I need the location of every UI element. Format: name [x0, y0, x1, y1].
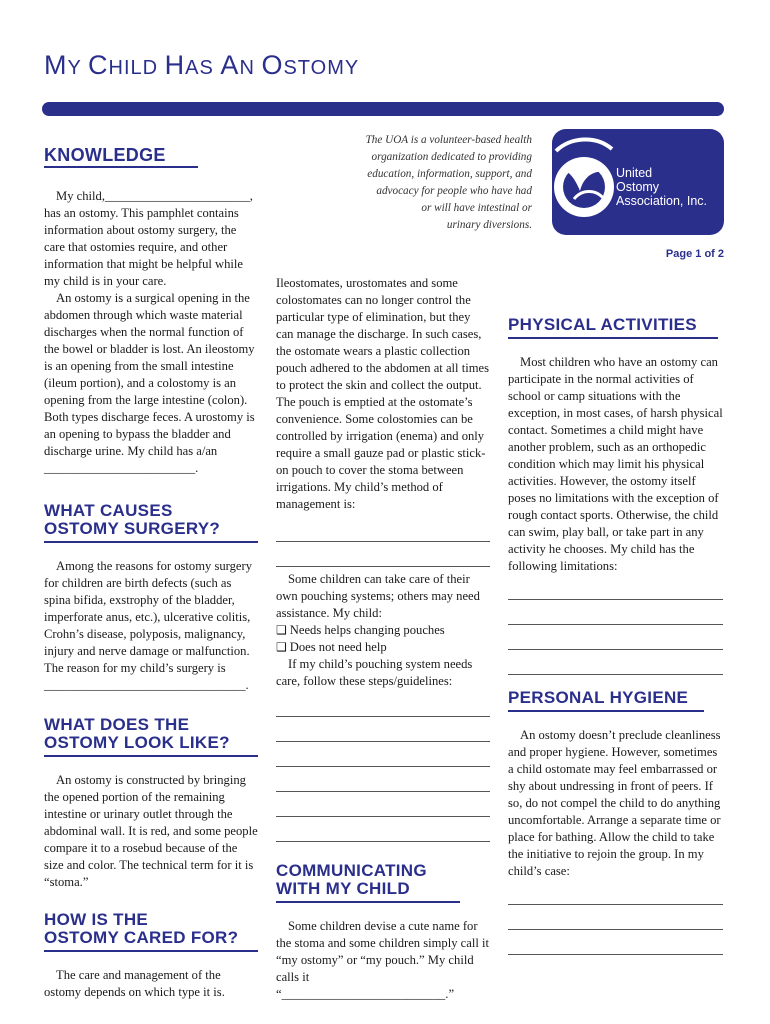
management-text: Ileostomates, urostomates and some colostomates can no longer control the particular type of elimination, but they can manage the discharge. In such cases, the ostomate wears a plastic collection pouch adhered to the abdomen at all times to protect the skin and collect the output. The pouch is emptied at the ostomate’s convenience. Some colostomies can be controlled by irrigation (enema) and only require a small gauze pad or plastic stick-on pouch to cover the stoma between irrigations. My child’s method of management is:: [276, 276, 489, 511]
communicating-text: Some children devise a cute name for the stoma and some children simply call it “my ostomy” or “my pouch.” My child calls it “__________________________.”: [276, 919, 489, 1001]
uoa-tagline: The UOA is a volunteer-based health organization dedicated to providing education, information, support, and advocacy for people who have had or will have intestinal or urinary diversions.: [365, 134, 532, 231]
looks-text: An ostomy is constructed by bringing the opened portion of the remaining intestine or urinary outlet through the abdominal wall. It is red, and some people compare it to a rosebud because of the size and color. The technical term for it is “stoma.”: [44, 773, 258, 889]
physical-text: Most children who have an ostomy can participate in the normal activities of school or camp situations with the exception, in most cases, of harsh physical contact. Sometimes a child might have another problem, such as an orthopedic condition which may limit his physical activities. However, the ostomy itself poses no limitations with the exception of rough contact sports. Otherwise, the child can swim, play ball, or take part in any activity he chooses. My child has the following limitations:: [508, 355, 723, 573]
heading-causes: WHAT CAUSES OSTOMY SURGERY?: [44, 501, 221, 538]
management-blank-lines[interactable]: [276, 517, 490, 567]
hygiene-blank-lines[interactable]: [508, 880, 723, 955]
heading-knowledge: KNOWLEDGE: [44, 145, 166, 165]
limitations-blank-lines[interactable]: [508, 575, 723, 675]
title-rule: [42, 102, 724, 116]
heading-looks: WHAT DOES THE OSTOMY LOOK LIKE?: [44, 715, 230, 752]
heading-underline: [44, 755, 258, 757]
heading-communicating: COMMUNICATING WITH MY CHILD: [276, 861, 427, 898]
heading-underline: [44, 541, 258, 543]
checkbox-needs-help[interactable]: ❑ Needs helps changing pouches: [276, 623, 445, 637]
hygiene-text: An ostomy doesn’t preclude cleanliness and proper hygiene. However, sometimes a child ostomate may feel embarrassed or shy about undressing in front of peers. If so, do not compel the child to do anything uncomfortable. Arrange a separate time or place for bathing. Allow the child to take the initiative to rejoin the group. In my child’s case:: [508, 728, 721, 878]
heading-cared: HOW IS THE OSTOMY CARED FOR?: [44, 910, 239, 947]
heading-physical: PHYSICAL ACTIVITIES: [508, 315, 697, 334]
heading-underline: [44, 166, 198, 168]
assistance-text: Some children can take care of their own pouching systems; others may need assistance. My child: ❑ Needs helps changing pouches ❑ Does not need help If my child’s pouching system needs care, follow these steps/guidelines:: [276, 571, 490, 690]
heading-underline: [44, 950, 258, 952]
checkbox-no-help[interactable]: ❑ Does not need help: [276, 640, 387, 654]
heading-underline: [508, 337, 718, 339]
heading-underline: [508, 710, 704, 712]
checkbox-icon[interactable]: ❑: [276, 623, 287, 637]
knowledge-text: My child,_______________________, has an ostomy. This pamphlet contains information about ostomy surgery, the care that ostomies require, and other information that might be helpful while my child is in your care. An ostomy is a surgical opening in the abdomen through which waste material discharges when the normal function of the bowel or bladder is lost. An ileostomy is an opening from the small intestine (ileum portion), and a colostomy is an opening from the large intestine (colon). Both types discharge feces. A urostomy is an opening to bypass the bladder and discharge urine. My child has a/an ________________________.: [44, 189, 255, 475]
page-number: Page 1 of 2: [665, 248, 724, 260]
uoa-logo: [552, 129, 724, 235]
causes-text: Among the reasons for ostomy surgery for children are birth defects (such as spina bifida, exstrophy of the bladder, imperforate anus, etc.), ulcerative colitis, Crohn’s disease, polyposis, malignancy, injury and nerve damage or malfunction. The reason for my child’s surgery is ________________________________.: [44, 559, 252, 692]
heading-underline: [276, 901, 460, 903]
logo-wordmark: United Ostomy Association, Inc.: [616, 166, 708, 208]
cared-text: The care and management of the ostomy depends on which type it is.: [44, 968, 225, 999]
heading-hygiene: PERSONAL HYGIENE: [508, 688, 689, 707]
page-title: MY CHILD HAS AN OSTOMY: [44, 50, 360, 80]
checkbox-icon[interactable]: ❑: [276, 640, 287, 654]
steps-blank-lines[interactable]: [276, 692, 490, 842]
